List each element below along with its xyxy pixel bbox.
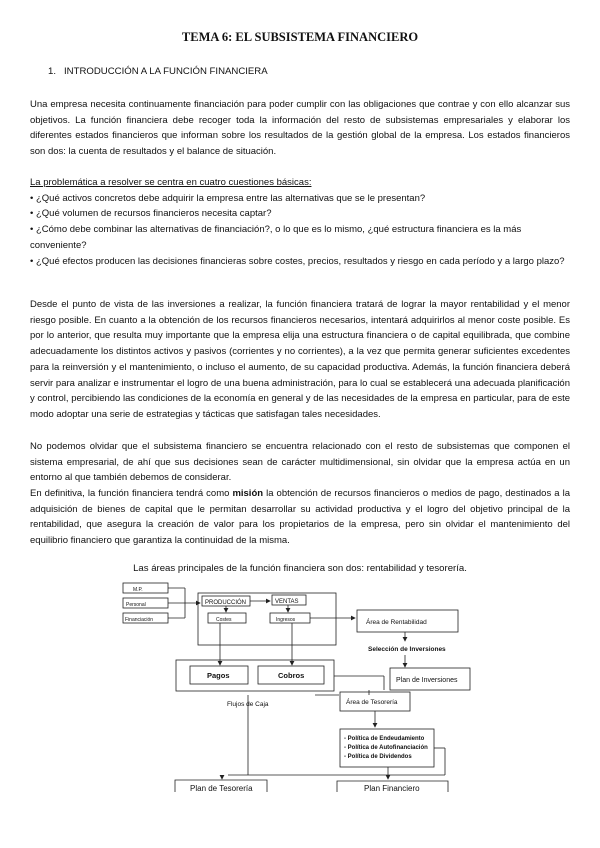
input-personal-label: Personal [126,602,146,608]
investment-paragraph: Desde el punto de vista de las inversiones a realizar, la función financiera tratará de lograr la mayor rentabilidad y el menor riesgo posible. En cuanto a la obtención de los recursos financieros necesarios, intentará adquirirlos al menor coste posible. Es por lo anterior, que resulta muy importante que la empresa elija una estructura financiera o de capital equilibrada, que combine adecuadamente los distintos activos y pasivos (corrientes y no corrientes), a la vez que permita generar suficientes excedentes para la reinversión y el mantenimiento, o incluso el aumento, de su capacidad productiva. Además, la función financiera deberá servir para analizar e instrumentar el logro de una buena administración, para lo cual se establecerá una adecuada planificación y control, percibiendo las condiciones de la economía en general y de las necesidades de la empresa en particular, para de este modo adoptar una serie de estrategias y tácticas que satisfagan tales necesidades. [30,299,570,420]
costes-label: Costes [216,617,232,623]
input-financiacion-label: Financiación [125,617,154,623]
plan-tesoreria-label: Plan de Tesorería [190,784,253,793]
plan-inversiones-label: Plan de Inversiones [396,677,458,684]
politica-autofinanciacion: - Política de Autofinanciación [344,745,428,751]
flows-box [176,660,334,691]
mission-text-start: En definitiva, la función financiera tendrá como [30,488,233,499]
flujos-caja-label: Flujos de Caja [227,701,269,708]
pagos-label: Pagos [207,671,230,680]
politica-dividendos: - Política de Dividendos [344,754,412,760]
problem-item: • ¿Qué efectos producen las decisiones financieras sobre costes, precios, resultados y riesgo en cada período y a largo plazo? [30,255,565,267]
area-rentabilidad-label: Área de Rentabilidad [366,619,427,626]
area-tesoreria-label: Área de Tesorería [346,699,398,706]
section-title: INTRODUCCIÓN A LA FUNCIÓN FINANCIERA [64,66,268,77]
intro-paragraph: Una empresa necesita continuamente financiación para poder cumplir con las obligaciones que contrae y con ello alcanzar sus objetivos. La función financiera debe recoger toda la información del resto de subsistemas empresariales y elaborar los diferentes estados financieros que informan sobre los resultados de la gestión global de la empresa. Los estados financieros son dos: la cuenta de resultados y el balance de situación. [30,99,570,158]
politica-endeudamiento: - Política de Endeudamiento [344,736,425,742]
seleccion-inversiones-label: Selección de Inversiones [368,646,446,653]
problem-item: • ¿Qué volumen de recursos financieros necesita captar? [30,208,272,220]
input-mp-label: M.P. [133,587,143,593]
subsystem-paragraph: No podemos olvidar que el subsistema financiero se encuentra relacionado con el resto de subsistemas que componen el sistema empresarial, de ahí que sus decisiones sean de carácter multidimensional, sin olvidar que la empresa actúa en un entorno al que también debemos de considerar. [30,441,570,484]
problem-item: • ¿Cómo debe combinar las alternativas de financiación?, o lo que es lo mismo, ¿qué estructura financiera es la más conveniente? [30,224,522,251]
problem-heading: La problemática a resolver se centra en cuatro cuestiones básicas: [30,177,312,188]
plan-financiero-label: Plan Financiero [364,784,420,793]
section-number: 1. [48,66,57,77]
ventas-label: VENTAS [275,599,299,605]
mission-keyword: misión [232,488,264,499]
cobros-label: Cobros [278,671,305,680]
mission-text-end: la obtención de recursos financieros o medios de pago, destinados a la adquisición de bienes de capital que le permitan desarrollar su actividad productiva y el logro del objetivo principal de la rentabilidad, que asegura la creación de valor para los propietarios de la empresa, pero sin olvidar el mantenimiento del equilibrio financiero que garantiza la continuidad de la misma. [30,488,570,547]
diagram-caption: Las áreas principales de la función financiera son dos: rentabilidad y tesorería. [133,563,467,574]
input-mp-box [123,583,168,593]
produccion-label: PRODUCCIÓN [205,600,247,606]
page-title: TEMA 6: EL SUBSISTEMA FINANCIERO [181,30,419,44]
ingresos-label: Ingresos [276,617,296,623]
problem-item: • ¿Qué activos concretos debe adquirir la empresa entre las alternativas que se le presentan? [30,192,426,204]
